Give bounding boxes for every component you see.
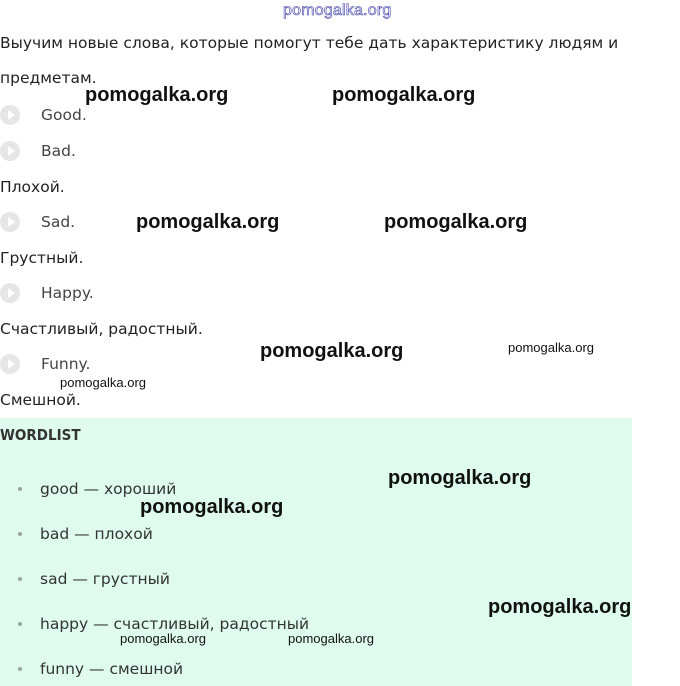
list-item-text: sad — грустный <box>40 570 170 588</box>
vocab-row-funny <box>0 353 90 375</box>
play-audio-icon[interactable] <box>0 354 20 374</box>
play-audio-icon[interactable] <box>0 141 20 161</box>
watermark: pomogalka.org <box>140 496 284 518</box>
play-audio-icon[interactable] <box>0 283 20 303</box>
list-item <box>0 568 170 590</box>
play-audio-icon[interactable] <box>0 212 20 232</box>
vocab-translation: Счастливый, радостный. <box>0 320 203 338</box>
vocab-translation: Смешной. <box>0 391 81 409</box>
watermark: pomogalka.org <box>85 84 229 106</box>
play-audio-icon[interactable] <box>0 105 20 125</box>
list-item-text: good — хороший <box>40 480 177 498</box>
bullet-icon <box>18 667 22 671</box>
wordlist-title: WORDLIST <box>0 426 81 444</box>
list-item-text: funny — смешной <box>40 660 184 678</box>
list-item-text: happy — счастливый, радостный <box>40 615 310 633</box>
vocab-row-good <box>0 104 87 126</box>
watermark: pomogalka.org <box>332 84 476 106</box>
watermark: pomogalka.org <box>60 375 146 390</box>
vocab-word: Funny. <box>41 355 91 373</box>
bullet-icon <box>18 577 22 581</box>
watermark: pomogalka.org <box>488 596 632 618</box>
vocab-word: Good. <box>41 106 87 124</box>
watermark: pomogalka.org <box>288 631 374 646</box>
bullet-icon <box>18 487 22 491</box>
list-item <box>0 523 153 545</box>
watermark-top: pomogalka.org <box>283 2 392 19</box>
bullet-icon <box>18 622 22 626</box>
vocab-word: Happy. <box>41 284 94 302</box>
vocab-row-bad <box>0 140 76 162</box>
watermark: pomogalka.org <box>388 467 532 489</box>
vocab-translation: Грустный. <box>0 249 84 267</box>
watermark: pomogalka.org <box>136 211 280 233</box>
watermark: pomogalka.org <box>384 211 528 233</box>
list-item <box>0 658 183 680</box>
vocab-translation: Плохой. <box>0 178 65 196</box>
list-item-text: bad — плохой <box>40 525 153 543</box>
intro-text: Выучим новые слова, которые помогут тебе дать характеристику людям и предметам. <box>0 34 619 87</box>
vocab-row-sad <box>0 211 75 233</box>
watermark: pomogalka.org <box>508 340 594 355</box>
watermark: pomogalka.org <box>120 631 206 646</box>
watermark: pomogalka.org <box>260 340 404 362</box>
vocab-word: Bad. <box>41 142 76 160</box>
vocab-word: Sad. <box>41 213 76 231</box>
bullet-icon <box>18 532 22 536</box>
vocab-row-happy <box>0 282 94 304</box>
